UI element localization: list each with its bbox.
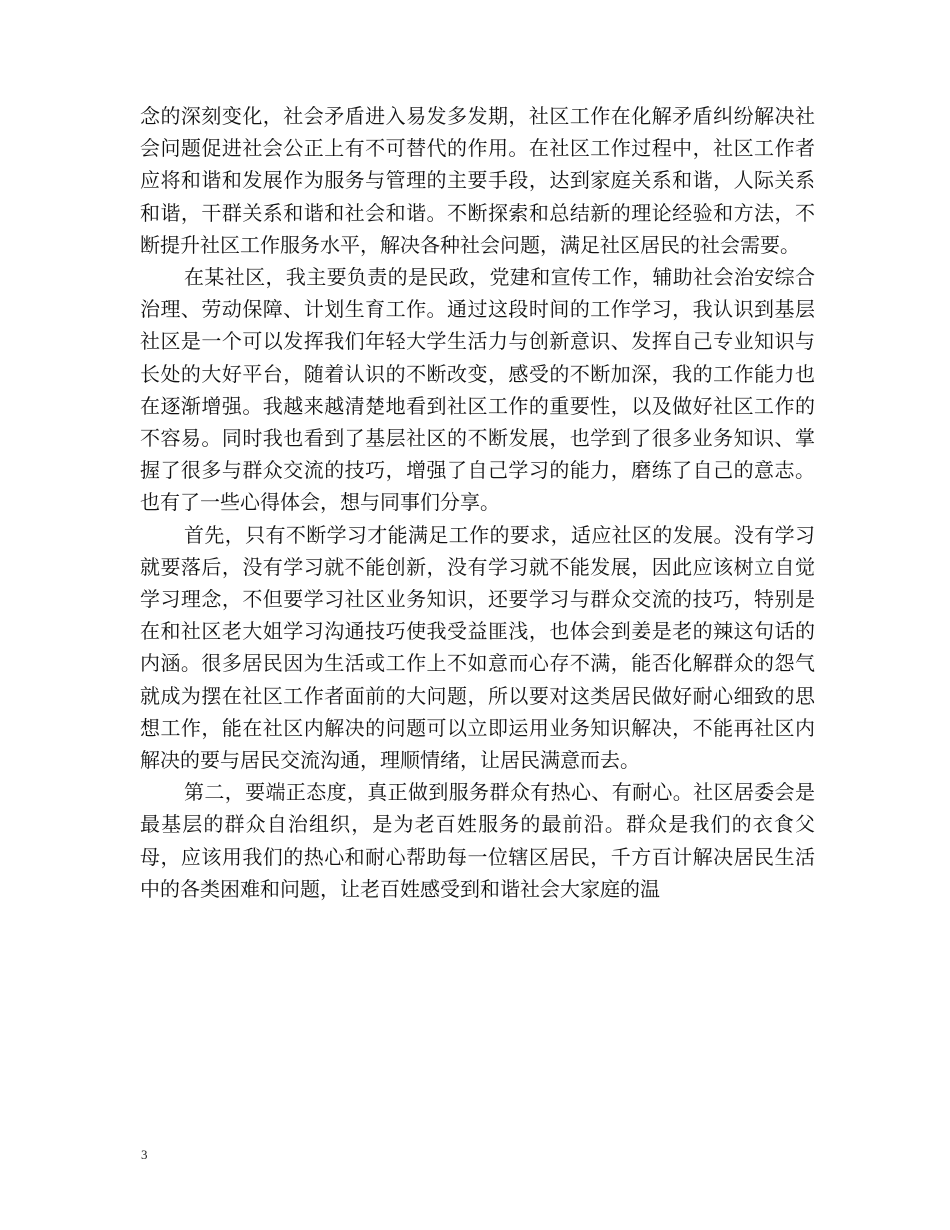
body-text [140, 100, 815, 905]
paragraph-attitude: 第二，要端正态度，真正做到服务群众有热心、有耐心。社区居委会是最基层的群众自治组织，是为老百姓服务的最前沿。群众是我们的衣食父母，应该用我们的热心和耐心帮助每一位辖区居民，千方百计解决居民生活中的各类困难和问题，让老百姓感受到和谐社会大家庭的温 [140, 780, 815, 901]
page-number: 3 [141, 1147, 148, 1162]
paragraph-continuation: 念的深刻变化，社会矛盾进入易发多发期，社区工作在化解矛盾纠纷解决社会问题促进社会公正上有不可替代的作用。在社区工作过程中，社区工作者应将和谐和发展作为服务与管理的主要手段，达到家庭关系和谐，人际关系和谐，干群关系和谐和社会和谐。不断探索和总结新的理论经验和方法，不断提升社区工作服务水平，解决各种社会问题，满足社区居民的社会需要。 [140, 104, 815, 257]
paragraph-learning: 首先，只有不断学习才能满足工作的要求，适应社区的发展。没有学习就要落后，没有学习就不能创新，没有学习就不能发展，因此应该树立自觉学习理念，不但要学习社区业务知识，还要学习与群众交流的技巧，特别是在和社区老大姐学习沟通技巧使我受益匪浅，也体会到姜是老的辣这句话的内涵。很多居民因为生活或工作上不如意而心存不满，能否化解群众的怨气就成为摆在社区工作者面前的大问题，所以要对这类居民做好耐心细致的思想工作，能在社区内解决的问题可以立即运用业务知识解决，不能再社区内解决的要与居民交流沟通，理顺情绪，让居民满意而去。 [140, 522, 815, 773]
paragraph-community-duties: 在某社区，我主要负责的是民政，党建和宣传工作，辅助社会治安综合治理、劳动保障、计划生育工作。通过这段时间的工作学习，我认识到基层社区是一个可以发挥我们年轻大学生活力与创新意识、发挥自己专业知识与长处的大好平台，随着认识的不断改变，感受的不断加深，我的工作能力也在逐渐增强。我越来越清楚地看到社区工作的重要性，以及做好社区工作的不容易。同时我也看到了基层社区的不断发展，也学到了很多业务知识、掌握了很多与群众交流的技巧，增强了自己学习的能力，磨练了自己的意志。也有了一些心得体会，想与同事们分享。 [140, 265, 815, 515]
